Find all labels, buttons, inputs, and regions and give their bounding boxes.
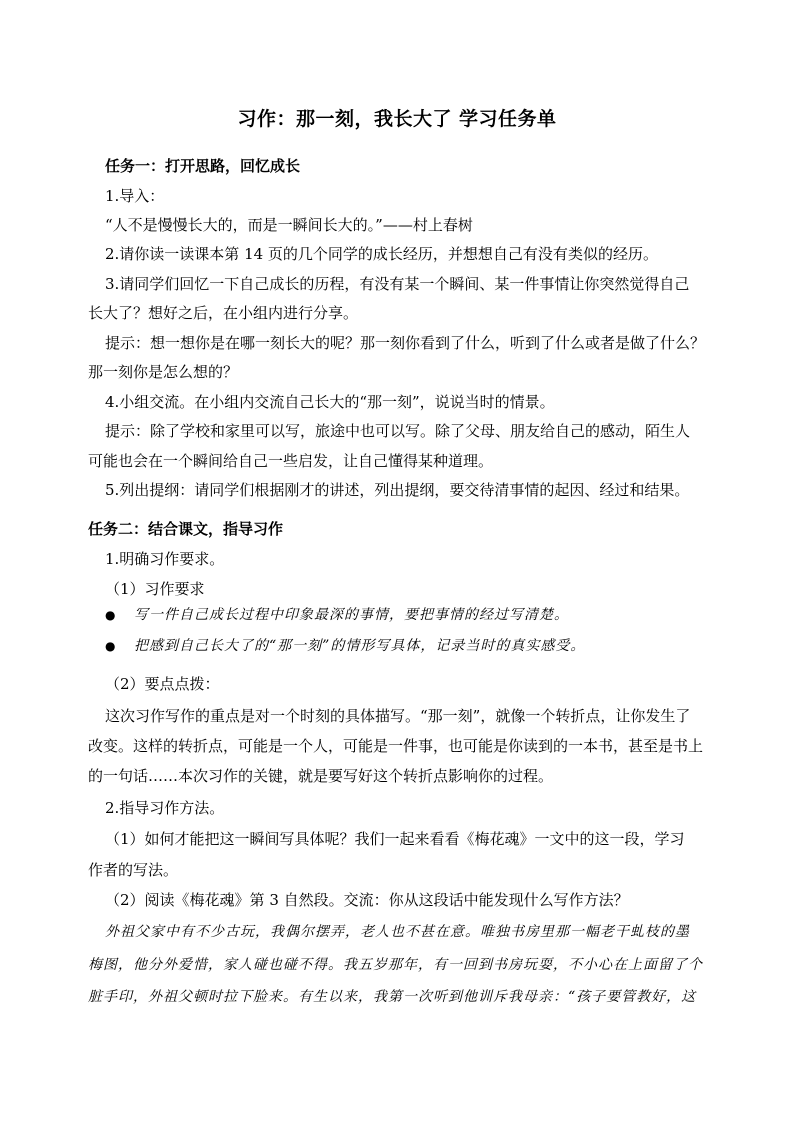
task2-heading: 任务二：结合课文，指导习作: [88, 520, 284, 538]
task2-req-title: 1.明确习作要求。: [105, 550, 225, 568]
task1-hint: 提示：除了学校和家里可以写，旅途中也可以写。除了父母、朋友给自己的感动，陌生人: [105, 422, 691, 440]
excerpt-line: 外祖父家中有不少古玩，我偶尔摆弄，老人也不甚在意。唯独书房里那一幅老干虬枝的墨: [105, 924, 690, 940]
task2-points-sub: （2）要点点拨：: [105, 675, 220, 693]
method-line: （1）如何才能把这一瞬间写具体呢？我们一起来看看《梅花魂》一文中的这一段，学习: [105, 830, 685, 848]
task1-line: 3.请同学们回忆一下自己成长的历程，有没有某一个瞬间、某一件事情让你突然觉得自己: [105, 275, 690, 293]
method-line: 作者的写法。: [88, 861, 179, 879]
excerpt-line: 脏手印，外祖父顿时拉下脸来。有生以来，我第一次听到他训斥我母亲：“孩子要管教好，这: [88, 989, 697, 1005]
task1-line: 长大了？想好之后，在小组内进行分享。: [88, 304, 359, 322]
task1-hint: 提示：想一想你是在哪一刻长大的呢？那一刻你看到了什么，听到了什么或者是做了什么？: [105, 334, 706, 352]
page-title: 习作：那一刻，我长大了 学习任务单: [237, 108, 557, 130]
excerpt-line: 梅图，他分外爱惜，家人碰也碰不得。我五岁那年，有一回到书房玩耍，不小心在上面留了个: [88, 957, 703, 973]
points-line: 改变。这样的转折点，可能是一个人，可能是一件事，也可能是你读到的一本书，甚至是书上: [88, 737, 704, 755]
requirement-item: 把感到自己长大了的“那一刻”的情形写具体，记录当时的真实感受。: [134, 638, 586, 654]
points-line: 的一句话……本次习作的关键，就是要写好这个转折点影响你的过程。: [88, 767, 554, 785]
task1-heading: 任务一：打开思路，回忆成长: [105, 157, 301, 175]
points-line: 这次习作写作的重点是对一个时刻的具体描写。“那一刻”，就像一个转折点，让你发生了: [105, 707, 691, 725]
bullet-icon: ●: [105, 608, 116, 622]
task1-quote: “人不是慢慢长大的，而是一瞬间长大的。”——村上春树: [105, 216, 473, 234]
method-line: （2）阅读《梅花魂》第 3 自然段。交流：你从这段话中能发现什么写作方法？: [105, 891, 629, 909]
requirement-item: 写一件自己成长过程中印象最深的事情，要把事情的经过写清楚。: [134, 607, 569, 623]
task1-line: 1.导入：: [105, 187, 165, 205]
task1-line: 5.列出提纲：请同学们根据刚才的讲述，列出提纲，要交待清事情的起因、经过和结果。: [105, 481, 690, 499]
task1-line: 4.小组交流。在小组内交流自己长大的“那一刻”，说说当时的情景。: [105, 393, 555, 411]
task1-hint: 可能也会在一个瞬间给自己一些启发，让自己懂得某种道理。: [88, 452, 494, 470]
bullet-icon: ●: [105, 639, 116, 653]
task1-line: 2.请你读一读课本第 14 页的几个同学的成长经历，并想想自己有没有类似的经历。: [105, 245, 658, 263]
task2-req-sub: （1）习作要求: [105, 580, 205, 598]
task2-method-title: 2.指导习作方法。: [105, 799, 225, 817]
task1-hint: 那一刻你是怎么想的？: [88, 363, 239, 381]
